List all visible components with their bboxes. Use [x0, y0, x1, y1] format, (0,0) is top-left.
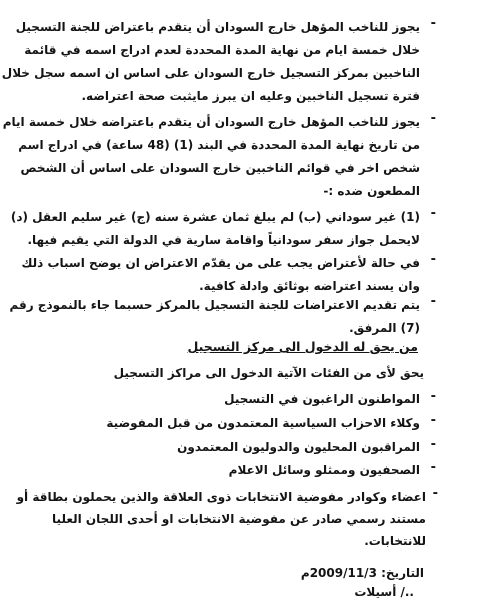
bullet-dash: -	[432, 486, 438, 501]
access-item-commission-staff	[16, 486, 438, 552]
bullet-dash: -	[430, 389, 436, 404]
section-heading: من يحق له الدخول الى مركز التسجيل	[187, 339, 418, 354]
access-item-observers	[56, 437, 436, 457]
closing-greeting: ../ أسيلات	[354, 585, 414, 599]
text-line: خلال خمسة ايام من نهاية المدة المحددة لعدم ادراج اسمه في قائمة	[24, 43, 420, 57]
text-line: يجوز للناخب المؤهل خارج السودان أن يتقدم باعتراض للجنة التسجيل	[15, 20, 420, 34]
text-line: شخص اخر في قوائم الناخبين خارج السودان على اساس أن الشخص	[20, 161, 420, 175]
objection-paragraph-5	[9, 294, 436, 340]
text-line: يجوز للناخب المؤهل خارج السودان أن يتقدم باعتراضه خلال خمسة ايام	[2, 115, 420, 129]
text-line: (7) المرفق.	[349, 321, 420, 335]
date-line	[301, 566, 424, 580]
text-line: الصحفيون وممثلو وسائل الاعلام	[228, 463, 420, 477]
access-item-journalists	[56, 460, 436, 480]
text-line: وكلاء الاحزاب السياسية المعتمدون من قبل المفوضية	[106, 416, 420, 430]
bullet-dash: -	[430, 16, 436, 31]
bullet-dash: -	[430, 252, 436, 267]
text-line: يتم تقديم الاعتراضات للجنة التسجيل بالمركز حسبما جاء بالنموذج رقم	[9, 298, 420, 312]
access-item-party-agents	[56, 413, 436, 433]
text-line: مستند رسمي صادر عن مفوضية الانتخابات او أحدى اللجان العليا	[52, 512, 426, 526]
objection-paragraph-3	[10, 206, 436, 252]
bullet-dash: -	[430, 206, 436, 221]
text-line: المطعون ضده :-	[323, 184, 420, 198]
objection-paragraph-2	[2, 111, 436, 203]
bullet-dash: -	[430, 437, 436, 452]
text-line: فترة تسجيل الناخبين وعليه ان يبرز مايثبت صحة اعتراضه.	[81, 89, 420, 103]
text-line: المواطنون الراغبون في التسجيل	[224, 392, 420, 406]
text-line: في حالة لأعتراض يجب على من يقدّم الاعتراض ان يوضح اسباب ذلك	[21, 256, 420, 270]
text-line: وان يسند اعتراضه بوثائق وادلة كافية.	[199, 279, 420, 293]
bullet-dash: -	[430, 294, 436, 309]
text-line: المراقبون المحليون والدوليون المعتمدون	[177, 440, 420, 454]
objection-paragraph-1	[1, 16, 436, 108]
text-line: للانتخابات.	[364, 534, 426, 548]
text-line: (1) غير سوداني (ب) لم يبلغ ثمان عشرة سنه (ج) غير سليم العقل (د)	[10, 210, 420, 224]
bullet-dash: -	[430, 413, 436, 428]
section-intro: يحق لأى من الفئات الآتية الدخول الى مراكز التسجيل	[113, 366, 424, 380]
text-line: اعضاء وكوادر مفوضية الانتخابات ذوى العلاقة والذين يحملون بطاقة أو	[16, 490, 426, 504]
bullet-dash: -	[430, 460, 436, 475]
date-value: 2009/11/3م	[300, 566, 377, 580]
access-item-citizens	[56, 389, 436, 409]
bullet-dash: -	[430, 111, 436, 126]
text-line: لايحمل جواز سفر سودانياً واقامة سارية في الدولة التي يقيم فيها.	[27, 233, 420, 247]
objection-paragraph-4	[21, 252, 436, 298]
text-line: الناخبين بمركز التسجيل خارج السودان على اساس ان اسمه سجل خلال	[1, 66, 420, 80]
date-label: التاريخ:	[381, 566, 424, 580]
text-line: من تاريخ نهاية المدة المحددة في البند (1) (48 ساعة) في ادراج اسم	[18, 138, 420, 152]
